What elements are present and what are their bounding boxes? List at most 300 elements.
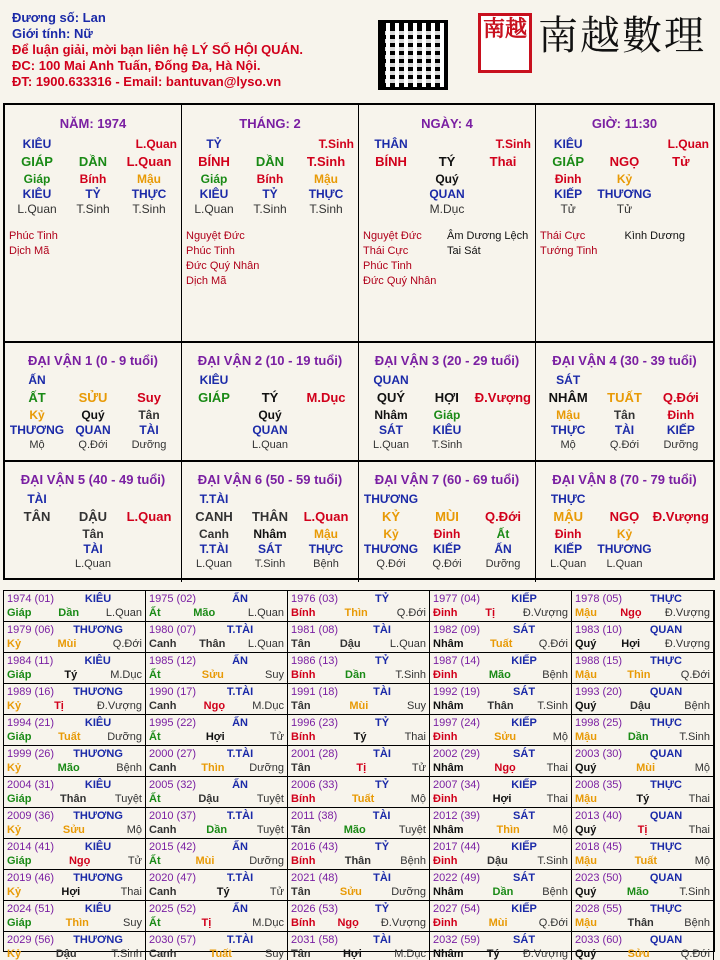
year-cell[interactable]	[572, 839, 714, 870]
year-label: 2002 (29)	[433, 748, 481, 760]
dai-van-gods-text: KIẾP	[666, 423, 695, 437]
dai-van-sub-text: Mộ	[29, 439, 45, 451]
year-phase: Dưỡng	[391, 886, 426, 898]
year-stem: Canh	[149, 948, 177, 960]
year-cell[interactable]	[572, 808, 714, 839]
year-cell[interactable]	[146, 746, 288, 777]
year-god: TỶ	[375, 655, 390, 667]
year-phase: Dưỡng	[249, 855, 284, 867]
year-stem: Quý	[575, 824, 597, 836]
dai-van-god-row	[540, 492, 709, 507]
year-cell[interactable]	[572, 932, 714, 960]
pillar-sub-text: T.Sinh	[76, 202, 110, 216]
year-cell[interactable]	[288, 715, 430, 746]
pillar-stem-text: DẦN	[255, 154, 285, 169]
year-label: 2028 (55)	[575, 903, 623, 915]
year-label: 2027 (54)	[433, 903, 481, 915]
year-phase: Thai	[688, 824, 710, 836]
year-stem: Canh	[149, 886, 177, 898]
year-label: 2018 (45)	[575, 841, 623, 853]
year-cell[interactable]	[4, 591, 146, 622]
dai-van-gods-text: THỰC	[308, 542, 344, 556]
contact-line: Để luận giải, mời bạn liên hệ LÝ SỐ HỘI QUÁN.	[12, 42, 303, 57]
dai-van-cell[interactable]	[182, 462, 359, 582]
dai-van-sub-row	[186, 557, 354, 572]
year-stem: Quý	[575, 886, 597, 898]
year-branch: Thìn	[344, 607, 368, 619]
year-phase: Bệnh	[400, 855, 426, 867]
year-god: KIẾP	[511, 717, 537, 729]
dai-van-blank	[65, 492, 121, 507]
pillar-stem-text: Tử	[672, 154, 690, 169]
dai-van-sub-text: L.Quan	[74, 558, 112, 570]
dai-van-sub-text	[9, 557, 65, 572]
pillar-gods-text: THỰC	[308, 187, 344, 201]
red-seal-logo: 南越	[478, 13, 532, 73]
dai-van-god: SÁT	[556, 373, 581, 387]
dai-van-stem-text: SỬU	[78, 390, 108, 405]
year-cell[interactable]	[572, 622, 714, 653]
dai-van-cell[interactable]	[182, 343, 359, 462]
dai-van-gods-text: TÀI	[614, 423, 635, 437]
year-branch: Thân	[60, 793, 87, 805]
dai-van-blank	[298, 492, 354, 507]
pillar-hidden-text: Bính	[256, 172, 284, 186]
year-label: 1994 (21)	[7, 717, 55, 729]
year-stem: Ất	[149, 669, 161, 681]
year-branch: Tý	[636, 793, 650, 805]
year-phase: Q.Đới	[538, 638, 568, 650]
year-god: KIÊU	[84, 903, 112, 915]
year-cell[interactable]	[430, 808, 572, 839]
year-stem: Đinh	[433, 793, 458, 805]
year-branch: Hợi	[205, 731, 225, 743]
year-phase: L.Quan	[247, 638, 284, 650]
year-god: T.TÀI	[226, 934, 254, 946]
dai-van-stem-text: TÝ	[261, 390, 279, 405]
year-label: 2009 (36)	[7, 810, 55, 822]
dai-van-sub-row	[363, 438, 531, 453]
year-label: 2015 (42)	[149, 841, 197, 853]
year-phase: Dưỡng	[249, 762, 284, 774]
dai-van-stem-text: TÂN	[23, 509, 51, 524]
dai-van-blank	[121, 373, 177, 388]
year-cell[interactable]	[288, 746, 430, 777]
year-god: THỰC	[650, 655, 682, 667]
year-phase: T.Sinh	[111, 948, 142, 960]
year-stem: Bính	[291, 855, 316, 867]
year-phase: Thai	[120, 886, 142, 898]
year-cell[interactable]	[288, 684, 430, 715]
year-branch: Mùi	[195, 855, 215, 867]
year-branch: Hợi	[61, 886, 81, 898]
year-label: 2017 (44)	[433, 841, 481, 853]
dai-van-blank	[475, 373, 531, 388]
year-label: 2033 (60)	[575, 934, 623, 946]
dai-van-sub-text	[121, 557, 177, 572]
dai-van-gods-row	[540, 542, 709, 557]
year-phase: Thai	[688, 793, 710, 805]
year-phase: M.Dục	[252, 917, 284, 929]
year-stem: Canh	[149, 700, 177, 712]
dai-van-gods-text: THƯƠNG	[9, 423, 65, 437]
year-cell[interactable]	[572, 901, 714, 932]
year-branch: Dần	[345, 669, 366, 681]
dai-van-title: ĐẠI VẬN 5 (40 - 49 tuổi)	[20, 472, 166, 487]
pillar-hidden-row	[9, 172, 177, 187]
dai-van-title: ĐẠI VẬN 6 (50 - 59 tuổi)	[197, 472, 343, 487]
year-stem: Kỷ	[7, 886, 22, 898]
phone-email-line[interactable]: ĐT: 1900.633316 - Email: bantuvan@lyso.vn	[12, 74, 282, 89]
year-phase: Tuyệt	[256, 824, 284, 836]
year-cell[interactable]	[146, 653, 288, 684]
year-label: 2003 (30)	[575, 748, 623, 760]
year-cell[interactable]	[4, 901, 146, 932]
year-cell[interactable]	[288, 839, 430, 870]
pillar-hidden-text: Giáp	[23, 172, 51, 186]
year-cell[interactable]	[288, 622, 430, 653]
year-god: TÀI	[372, 810, 391, 822]
pillar-sub-text: T.Sinh	[309, 202, 343, 216]
pillar-top-text: TỶ	[206, 137, 222, 151]
dai-van-god: TÀI	[27, 492, 47, 506]
pillar-stem-text: DẦN	[78, 154, 108, 169]
year-cell[interactable]	[430, 746, 572, 777]
year-cell[interactable]	[146, 932, 288, 960]
year-label: 2013 (40)	[575, 810, 623, 822]
year-god: T.TÀI	[226, 686, 254, 698]
pillar-top-text: L.Quan	[135, 137, 177, 151]
year-cell[interactable]	[430, 932, 572, 960]
year-cell[interactable]	[4, 777, 146, 808]
year-phase: Bệnh	[684, 917, 710, 929]
year-phase: Đ.Vượng	[96, 700, 142, 712]
star-item: Phúc Tinh	[9, 230, 58, 242]
year-cell[interactable]	[146, 901, 288, 932]
pillar-cell	[359, 105, 536, 343]
pillar-top-text: KIÊU	[22, 137, 52, 151]
year-branch: Tị	[356, 762, 367, 774]
year-phase: Tử	[269, 886, 284, 898]
year-stem: Quý	[575, 762, 597, 774]
year-stem: Bính	[291, 917, 316, 929]
year-stem: Đinh	[433, 917, 458, 929]
year-branch: Dậu	[339, 638, 361, 650]
year-cell[interactable]	[4, 684, 146, 715]
pillar-hidden-row	[363, 172, 531, 187]
pillar-top-text	[242, 137, 298, 152]
year-cell[interactable]	[430, 870, 572, 901]
dai-van-hidden-row	[186, 408, 354, 423]
dai-van-hidden-text: Mậu	[556, 408, 581, 422]
pillar-hidden-text	[363, 172, 419, 187]
pillar-hidden-row	[540, 172, 709, 187]
year-cell[interactable]	[288, 653, 430, 684]
pillar-sub-text	[475, 202, 531, 217]
dai-van-cell[interactable]	[536, 462, 713, 582]
dai-van-cell[interactable]	[359, 462, 536, 582]
year-god: TỶ	[375, 779, 390, 791]
year-label: 2020 (47)	[149, 872, 197, 884]
dai-van-stem-text: CANH	[195, 509, 233, 524]
year-stem: Bính	[291, 607, 316, 619]
year-branch: Dậu	[55, 948, 77, 960]
dai-van-god: THƯƠNG	[363, 492, 419, 506]
pillar-gods-row	[9, 187, 177, 202]
year-phase: T.Sinh	[537, 855, 568, 867]
pillar-stem-text: Thai	[489, 154, 517, 169]
dai-van-gods-text	[298, 423, 354, 438]
year-label: 1980 (07)	[149, 624, 197, 636]
special-stars	[186, 229, 354, 289]
year-stem: Giáp	[7, 607, 32, 619]
year-god: TÀI	[373, 748, 391, 760]
year-branch: Tuất	[489, 638, 513, 650]
year-phase: Mộ	[126, 824, 142, 836]
year-label: 1982 (09)	[433, 624, 481, 636]
year-god: THƯƠNG	[73, 934, 123, 946]
year-stem: Giáp	[7, 855, 32, 867]
dai-van-gods-text: SÁT	[258, 542, 282, 556]
pillar-gods-text	[653, 187, 709, 202]
dai-van-title: ĐẠI VẬN 8 (70 - 79 tuổi)	[552, 472, 697, 487]
year-stem: Ất	[149, 917, 161, 929]
year-stem: Kỷ	[7, 948, 22, 960]
year-cell[interactable]	[288, 777, 430, 808]
star-item: Dịch Mã	[9, 245, 50, 257]
dai-van-sub-row	[9, 557, 177, 572]
year-cell[interactable]	[4, 870, 146, 901]
year-cell[interactable]	[572, 777, 714, 808]
pillar-sub-text: M.Dục	[429, 202, 465, 216]
year-cell[interactable]	[430, 653, 572, 684]
dai-van-cell[interactable]	[536, 343, 713, 462]
dai-van-gods-row	[186, 542, 354, 557]
dai-van-blank	[419, 492, 475, 507]
year-branch: Ngọ	[620, 607, 642, 619]
dai-van-sub-text: Dưỡng	[131, 439, 167, 451]
year-god: THƯƠNG	[73, 748, 123, 760]
pillar-hidden-text	[653, 172, 709, 187]
pillar-stem-text: T.Sinh	[306, 154, 346, 169]
qr-code-icon[interactable]	[378, 20, 448, 90]
year-cell[interactable]	[4, 839, 146, 870]
year-phase: Đ.Vượng	[664, 638, 710, 650]
dai-van-god-row	[9, 373, 177, 388]
year-stem: Tân	[291, 948, 311, 960]
year-cell[interactable]	[430, 715, 572, 746]
year-stem: Nhâm	[433, 700, 464, 712]
year-stem: Tân	[291, 700, 311, 712]
star-item: Đức Quý Nhân	[363, 275, 437, 287]
year-cell[interactable]	[146, 622, 288, 653]
year-cell[interactable]	[430, 591, 572, 622]
year-god: KIẾP	[511, 903, 537, 915]
year-phase: Bệnh	[684, 700, 710, 712]
year-cell[interactable]	[572, 715, 714, 746]
year-cell[interactable]	[572, 870, 714, 901]
year-stem: Đinh	[433, 855, 458, 867]
year-stem: Nhâm	[433, 638, 464, 650]
year-cell[interactable]	[288, 591, 430, 622]
gender: Giới tính: Nữ	[12, 26, 93, 41]
dai-van-sub-row	[540, 438, 709, 453]
year-label: 1991 (18)	[291, 686, 339, 698]
dai-van-hidden-text	[9, 527, 65, 542]
dai-van-hidden-text: Nhâm	[374, 408, 408, 422]
year-god: QUAN	[649, 810, 683, 822]
year-label: 2031 (58)	[291, 934, 339, 946]
dai-van-sub-text	[186, 438, 242, 453]
year-cell[interactable]	[146, 684, 288, 715]
year-cell[interactable]	[4, 622, 146, 653]
year-phase: Suy	[265, 948, 284, 960]
year-cell[interactable]	[146, 839, 288, 870]
year-cell[interactable]	[146, 591, 288, 622]
year-branch: Thìn	[496, 824, 520, 836]
pillar-top-row	[540, 137, 709, 152]
year-phase: Tuyệt	[256, 793, 284, 805]
dai-van-hidden-text: Tân	[613, 408, 636, 422]
address-line: ĐC: 100 Mai Anh Tuấn, Đống Đa, Hà Nội.	[12, 58, 261, 73]
year-stem: Tân	[291, 824, 311, 836]
year-god: ẤN	[232, 717, 248, 729]
year-cell[interactable]	[146, 808, 288, 839]
pillar-stem-text: GIÁP	[21, 154, 53, 169]
pillar-gods-text: KIÊU	[22, 187, 52, 201]
year-cell[interactable]	[146, 870, 288, 901]
year-cell[interactable]	[288, 870, 430, 901]
year-phase: Dưỡng	[107, 731, 142, 743]
year-cell[interactable]	[288, 808, 430, 839]
dai-van-gods-text: TÀI	[139, 423, 159, 437]
dai-van-god: QUAN	[373, 373, 409, 387]
year-phase: Suy	[407, 700, 426, 712]
year-cell[interactable]	[4, 715, 146, 746]
year-label: 1997 (24)	[433, 717, 481, 729]
pillar-stem-text: L.Quan	[126, 154, 172, 169]
year-stem: Nhâm	[433, 886, 464, 898]
year-label: 2005 (32)	[149, 779, 197, 791]
dai-van-gods-row	[186, 423, 354, 438]
dai-van-stem-text: QUÝ	[376, 390, 406, 405]
year-cell[interactable]	[572, 746, 714, 777]
dai-van-gods-row	[9, 542, 177, 557]
year-label: 2007 (34)	[433, 779, 481, 791]
dai-van-hidden-text: Ất	[496, 527, 510, 541]
year-cell[interactable]	[572, 591, 714, 622]
year-branch: Dần	[627, 731, 649, 743]
year-phase: Mộ	[694, 855, 710, 867]
pillar-cell	[536, 105, 713, 343]
year-cell[interactable]	[4, 746, 146, 777]
dai-van-gods-text: QUAN	[252, 423, 288, 437]
pillar-gods-text: TỶ	[85, 187, 101, 201]
pillar-stem-row	[186, 152, 354, 172]
year-phase: Mộ	[552, 731, 568, 743]
year-cell[interactable]	[430, 901, 572, 932]
year-stem: Mậu	[575, 855, 597, 867]
year-branch: Mùi	[349, 700, 369, 712]
dai-van-stem-row	[540, 507, 709, 527]
year-cell[interactable]	[146, 715, 288, 746]
year-god: T.TÀI	[226, 748, 254, 760]
star-item: Tai Sát	[447, 245, 481, 257]
year-god: KIẾP	[511, 841, 537, 853]
dai-van-cell[interactable]	[5, 343, 182, 462]
pillar-sub-text: Tử	[616, 202, 633, 216]
year-phase: Q.Đới	[538, 917, 568, 929]
pillar-gods-row	[540, 187, 709, 202]
year-cell[interactable]	[430, 622, 572, 653]
dai-van-blank	[242, 492, 298, 507]
year-god: THƯƠNG	[73, 810, 123, 822]
dai-van-cell[interactable]	[359, 343, 536, 462]
year-god: SÁT	[513, 810, 536, 822]
year-god: KIÊU	[84, 841, 112, 853]
year-stem: Giáp	[7, 917, 32, 929]
year-cell[interactable]	[430, 777, 572, 808]
year-cell[interactable]	[572, 653, 714, 684]
year-branch: Thân	[627, 917, 654, 929]
year-phase: Thai	[404, 731, 426, 743]
year-stem: Quý	[575, 700, 597, 712]
dai-van-hidden-text: Canh	[199, 527, 229, 541]
year-god: QUAN	[649, 872, 683, 884]
year-cell[interactable]	[288, 901, 430, 932]
dai-van-hidden-row	[363, 527, 531, 542]
year-cell[interactable]	[4, 808, 146, 839]
year-label: 1977 (04)	[433, 593, 481, 605]
year-label: 2022 (49)	[433, 872, 481, 884]
dai-van-god: THỰC	[550, 492, 586, 506]
pillar-sub-row	[363, 202, 531, 217]
dai-van-gods-row	[9, 423, 177, 438]
pillar-hidden-text: Đinh	[554, 172, 582, 186]
year-cell[interactable]	[4, 932, 146, 960]
pillar-stem-text: TÝ	[438, 154, 456, 169]
pillar-sub-row	[9, 202, 177, 217]
year-phase: L.Quan	[247, 607, 284, 619]
year-cell[interactable]	[430, 839, 572, 870]
year-cell[interactable]	[4, 653, 146, 684]
pillar-sub-text: L.Quan	[194, 202, 234, 216]
year-cell[interactable]	[430, 684, 572, 715]
year-branch: Tị	[485, 607, 496, 619]
pillar-stem-text: GIÁP	[552, 154, 585, 169]
dai-van-cell[interactable]	[5, 462, 182, 582]
dai-van-sub-text	[653, 557, 709, 572]
dai-van-stem-text: Q.Đới	[662, 390, 699, 405]
year-phase: Đ.Vượng	[664, 607, 710, 619]
year-label: 1986 (13)	[291, 655, 339, 667]
pillar-hidden-text: Quý	[435, 172, 459, 186]
pillar-top-row	[9, 137, 177, 152]
pillar-cell	[5, 105, 182, 343]
pillar-gods-text: THƯƠNG	[597, 187, 652, 201]
year-cell[interactable]	[288, 932, 430, 960]
dai-van-gods-text	[186, 423, 242, 438]
star-item: Nguyệt Đức	[186, 230, 245, 242]
dai-van-hidden-text: Đinh	[433, 527, 461, 541]
year-cell[interactable]	[146, 777, 288, 808]
pillar-hidden-text: Bính	[79, 172, 107, 186]
year-stem: Bính	[291, 793, 316, 805]
year-phase: M.Dục	[394, 948, 426, 960]
year-branch: Tuất	[209, 948, 232, 960]
dai-van-sub-text	[475, 438, 531, 453]
year-cell[interactable]	[572, 684, 714, 715]
